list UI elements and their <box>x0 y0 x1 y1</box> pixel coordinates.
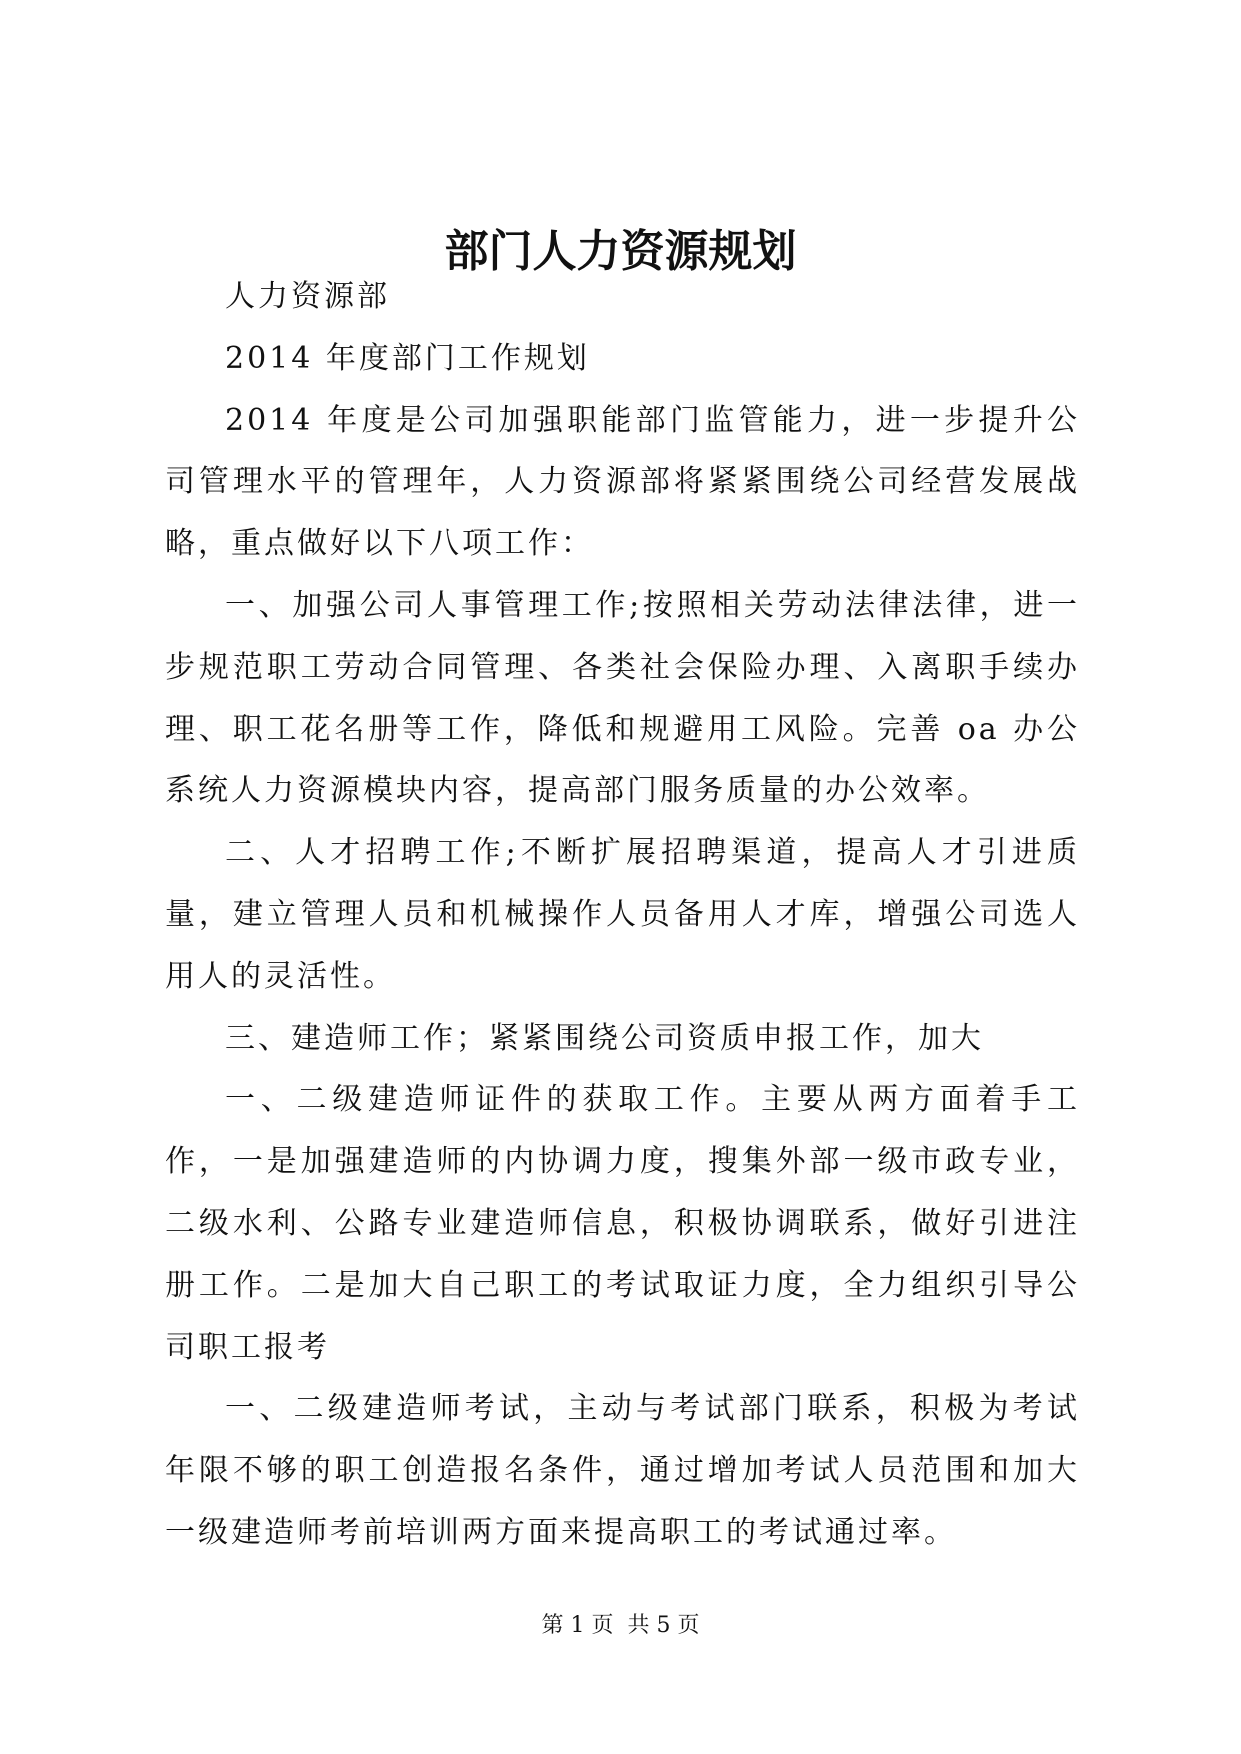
page-footer <box>0 1611 1241 1641</box>
paragraph-item-2: 二、人才招聘工作;不断扩展招聘渠道，提高人才引进质量，建立管理人员和机械操作人员备用人才库，增强公司选人用人的灵活性。 <box>165 835 1080 994</box>
page-title: 部门人力资源规划 <box>444 226 797 277</box>
paragraph-department: 人力资源部 <box>225 279 390 314</box>
paragraph-item-3-detail: 一、二级建造师证件的获取工作。主要从两方面着手工作，一是加强建造师的内协调力度，搜集外部一级市政专业，二级水利、公路专业建造师信息，积极协调联系，做好引进注册工作。二是加大自己职工的考试取证力度，全力组织引导公司职工报考 <box>165 1082 1080 1365</box>
paragraph-intro: 2014 年度是公司加强职能部门监管能力，进一步提升公司管理水平的管理年，人力资源部将紧紧围绕公司经营发展战略，重点做好以下八项工作： <box>165 402 1080 562</box>
document-body <box>165 266 1080 1564</box>
paragraph-item-3: 三、建造师工作；紧紧围绕公司资质申报工作，加大 <box>225 1020 984 1056</box>
paragraph-item-1: 一、加强公司人事管理工作;按照相关劳动法律法律，进一步规范职工劳动合同管理、各类社会保险办理、入离职手续办理、职工花名册等工作，降低和规避用工风险。完善 oa 办公系统人力资源模块内容，提高部门服务质量的办公效率。 <box>165 587 1080 809</box>
paragraph-item-3-exam: 一、二级建造师考试，主动与考试部门联系，积极为考试年限不够的职工创造报名条件，通过增加考试人员范围和加大一级建造师考前培训两方面来提高职工的考试通过率。 <box>165 1391 1080 1550</box>
paragraph-plan-heading: 2014 年度部门工作规划 <box>225 340 590 376</box>
page-number-label: 第 1 页 共 5 页 <box>541 1613 700 1638</box>
